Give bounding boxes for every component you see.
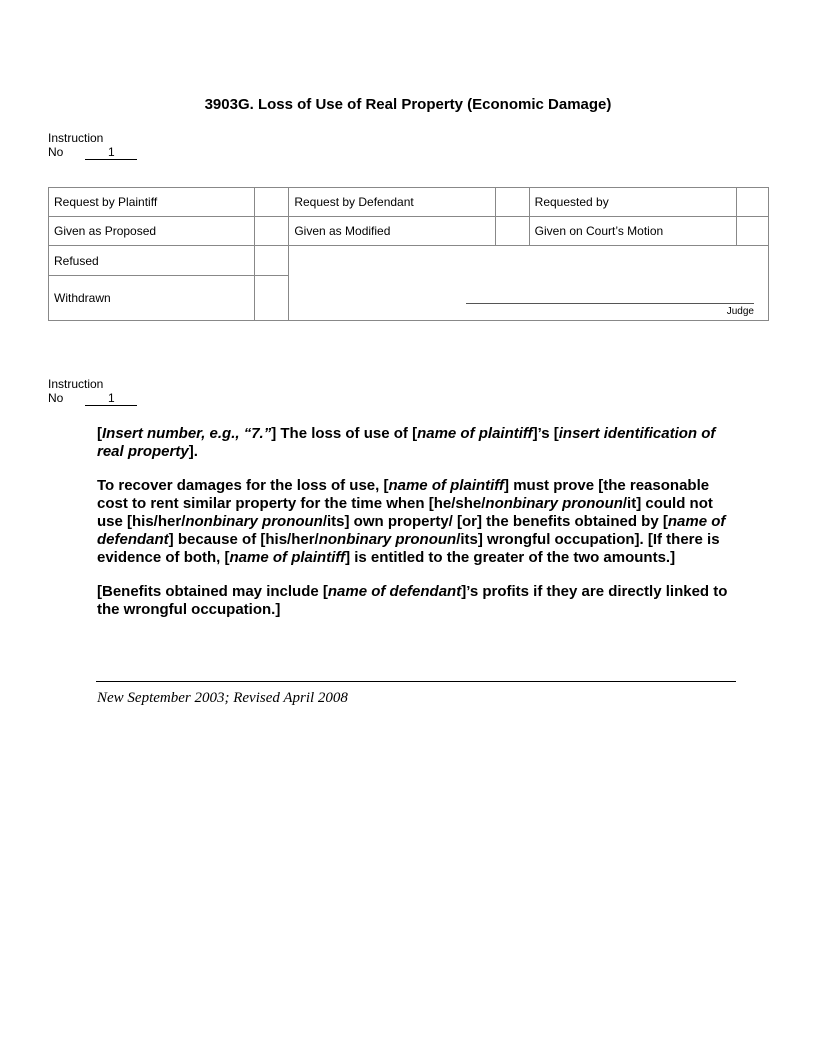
instruction-number-block-2 [48, 377, 137, 406]
given-as-proposed-label: Given as Proposed [49, 217, 255, 246]
request-by-plaintiff-box[interactable] [255, 188, 289, 217]
requested-by-box[interactable] [736, 188, 768, 217]
text-run: ] must prove [the reasonable cost to rent similar property for the time when [he/she/ [97, 477, 710, 512]
instruction-body [97, 425, 737, 635]
text-run: ]’s [ [532, 425, 559, 442]
withdrawn-box[interactable] [255, 275, 289, 320]
text-run: /it] could not use [his/her/ [97, 495, 713, 530]
italic-placeholder: name of plaintiff [417, 425, 533, 442]
given-as-proposed-box[interactable] [255, 217, 289, 246]
text-run: ] because of [his/her/ [168, 531, 319, 548]
text-run: ]. [188, 443, 198, 460]
instruction-label: Instruction [48, 131, 104, 145]
no-label: No [48, 391, 64, 405]
text-run: To recover damages for the loss of use, [ [97, 477, 389, 494]
given-as-modified-label: Given as Modified [289, 217, 495, 246]
jury-instruction-disposition-table [48, 187, 769, 321]
italic-placeholder: Insert number, e.g., “7.” [102, 425, 272, 442]
revision-history: New September 2003; Revised April 2008 [97, 690, 348, 706]
instruction-label: Instruction [48, 377, 104, 391]
footer-divider [96, 681, 736, 682]
italic-placeholder: name of plaintiff [229, 549, 346, 566]
italic-placeholder: nonbinary pronoun [185, 513, 323, 530]
instruction-number: 1 [85, 145, 137, 160]
instruction-number-block [48, 131, 137, 160]
requested-by-label: Requested by [529, 188, 736, 217]
judge-signature-area [289, 246, 769, 321]
judge-signature-line[interactable] [466, 303, 754, 304]
italic-placeholder: name of defendant [97, 513, 726, 548]
italic-placeholder: name of defendant [327, 583, 462, 600]
page-title: 3903G. Loss of Use of Real Property (Economic Damage) [204, 96, 612, 113]
judge-label: Judge [726, 306, 754, 317]
given-on-courts-motion-box[interactable] [736, 217, 768, 246]
text-run: /its] own property/ [or] the benefits obtained by [ [322, 513, 668, 530]
no-label: No [48, 145, 64, 159]
text-run: ]’s profits if they are directly linked to the wrongful occupation.] [97, 583, 728, 618]
refused-box[interactable] [255, 246, 289, 275]
given-as-modified-box[interactable] [495, 217, 529, 246]
italic-placeholder: name of plaintiff [388, 477, 505, 494]
damages-paragraph [97, 477, 737, 567]
text-run: ] The loss of use of [ [271, 425, 418, 442]
italic-placeholder: insert identification of real property [97, 425, 716, 460]
italic-placeholder: nonbinary pronoun [485, 495, 623, 512]
withdrawn-label: Withdrawn [49, 275, 255, 320]
refused-label: Refused [49, 246, 255, 275]
request-by-plaintiff-label: Request by Plaintiff [49, 188, 255, 217]
text-run: ] is entitled to the greater of the two amounts.] [345, 549, 676, 566]
request-by-defendant-box[interactable] [495, 188, 529, 217]
request-by-defendant-label: Request by Defendant [289, 188, 495, 217]
text-run: [ [97, 425, 102, 442]
text-run: [Benefits obtained may include [ [97, 583, 328, 600]
italic-placeholder: nonbinary pronoun [318, 531, 457, 548]
instruction-heading-paragraph [97, 425, 737, 461]
given-on-courts-motion-label: Given on Court’s Motion [529, 217, 736, 246]
text-run: /its] wrongful occupation]. [If there is evidence of both, [ [97, 531, 720, 566]
benefits-paragraph [97, 583, 737, 619]
instruction-number: 1 [85, 391, 137, 406]
